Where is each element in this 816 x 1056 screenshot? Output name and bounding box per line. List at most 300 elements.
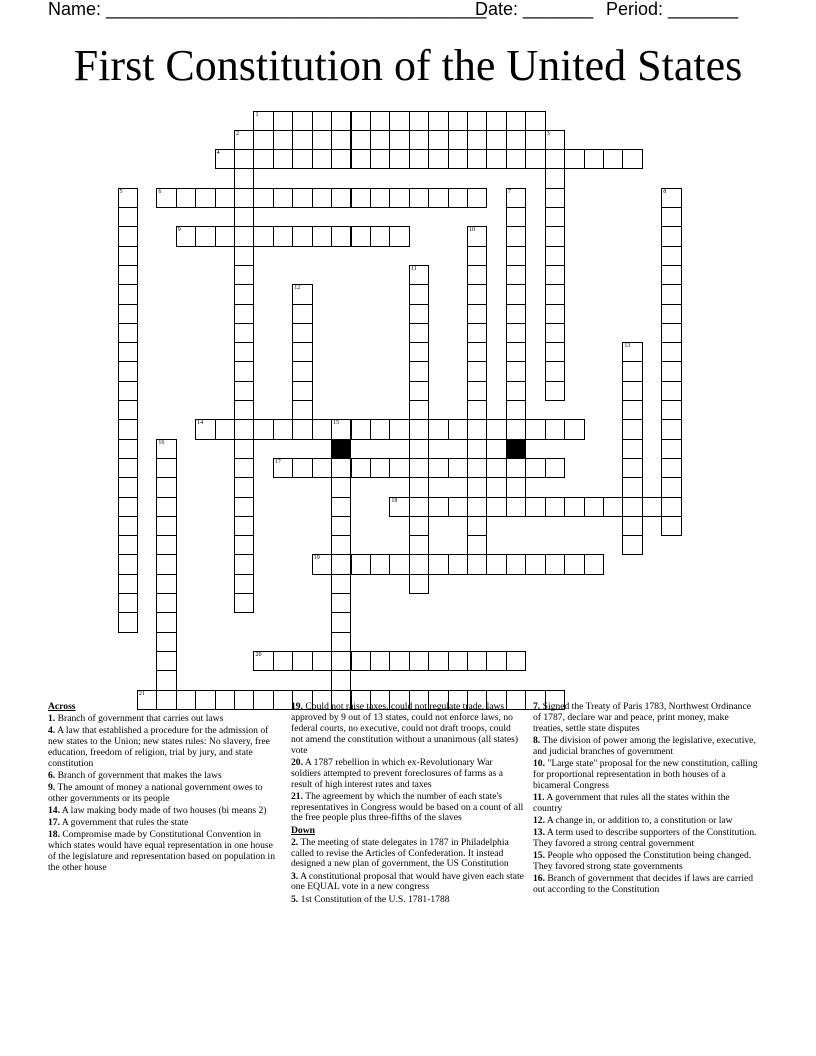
crossword-cell[interactable]	[234, 593, 254, 613]
crossword-cell[interactable]	[661, 207, 681, 227]
crossword-cell[interactable]	[312, 130, 332, 150]
crossword-cell[interactable]	[331, 149, 351, 169]
crossword-cell[interactable]	[622, 419, 642, 439]
crossword-cell[interactable]	[661, 497, 681, 517]
crossword-cell[interactable]	[506, 111, 526, 131]
crossword-cell[interactable]	[409, 516, 429, 536]
crossword-cell[interactable]	[389, 419, 409, 439]
crossword-cell[interactable]	[622, 400, 642, 420]
crossword-cell[interactable]	[331, 593, 351, 613]
crossword-cell[interactable]	[156, 497, 176, 517]
crossword-cell[interactable]	[351, 149, 371, 169]
crossword-cell[interactable]	[661, 361, 681, 381]
crossword-cell[interactable]	[428, 651, 448, 671]
crossword-cell[interactable]	[118, 516, 138, 536]
crossword-cell[interactable]	[292, 419, 312, 439]
crossword-cell[interactable]	[156, 612, 176, 632]
crossword-cell[interactable]	[331, 130, 351, 150]
crossword-cell[interactable]	[506, 477, 526, 497]
crossword-cell[interactable]	[448, 651, 468, 671]
crossword-cell[interactable]	[428, 458, 448, 478]
crossword-cell[interactable]	[273, 419, 293, 439]
crossword-cell[interactable]	[661, 477, 681, 497]
crossword-cell[interactable]	[331, 612, 351, 632]
crossword-cell[interactable]	[370, 226, 390, 246]
crossword-cell[interactable]	[525, 130, 545, 150]
crossword-cell[interactable]	[118, 612, 138, 632]
crossword-cell[interactable]	[312, 226, 332, 246]
crossword-cell[interactable]	[448, 554, 468, 574]
crossword-cell[interactable]	[467, 265, 487, 285]
crossword-cell[interactable]	[486, 149, 506, 169]
crossword-cell[interactable]	[118, 477, 138, 497]
crossword-cell[interactable]	[428, 554, 448, 574]
crossword-cell[interactable]	[545, 149, 565, 169]
crossword-cell[interactable]	[389, 651, 409, 671]
crossword-cell[interactable]	[545, 554, 565, 574]
crossword-cell[interactable]	[234, 265, 254, 285]
crossword-cell[interactable]	[273, 188, 293, 208]
crossword-cell[interactable]	[506, 207, 526, 227]
crossword-cell[interactable]	[486, 554, 506, 574]
crossword-cell[interactable]	[312, 651, 332, 671]
crossword-cell[interactable]	[622, 477, 642, 497]
crossword-cell[interactable]	[448, 111, 468, 131]
crossword-cell[interactable]	[506, 554, 526, 574]
crossword-cell[interactable]	[312, 188, 332, 208]
crossword-cell[interactable]	[331, 419, 351, 439]
crossword-cell[interactable]	[564, 419, 584, 439]
crossword-cell[interactable]	[292, 111, 312, 131]
crossword-cell[interactable]	[584, 149, 604, 169]
crossword-cell[interactable]	[661, 400, 681, 420]
crossword-cell[interactable]	[331, 516, 351, 536]
crossword-cell[interactable]	[234, 130, 254, 150]
crossword-cell[interactable]	[370, 149, 390, 169]
crossword-cell[interactable]	[486, 130, 506, 150]
crossword-cell[interactable]	[409, 497, 429, 517]
crossword-cell[interactable]	[351, 651, 371, 671]
crossword-cell[interactable]	[603, 149, 623, 169]
crossword-cell[interactable]	[506, 265, 526, 285]
crossword-cell[interactable]	[545, 265, 565, 285]
crossword-cell[interactable]	[118, 226, 138, 246]
crossword-cell[interactable]	[118, 207, 138, 227]
crossword-cell[interactable]	[389, 554, 409, 574]
crossword-cell[interactable]	[622, 149, 642, 169]
crossword-cell[interactable]	[448, 149, 468, 169]
crossword-cell[interactable]	[506, 304, 526, 324]
crossword-cell[interactable]	[176, 226, 196, 246]
crossword-cell[interactable]	[234, 207, 254, 227]
crossword-cell[interactable]	[370, 554, 390, 574]
crossword-cell[interactable]	[292, 381, 312, 401]
crossword-cell[interactable]	[661, 458, 681, 478]
crossword-cell[interactable]	[428, 497, 448, 517]
crossword-cell[interactable]	[409, 361, 429, 381]
crossword-cell[interactable]	[622, 342, 642, 362]
crossword-cell[interactable]	[467, 361, 487, 381]
crossword-cell[interactable]	[642, 497, 662, 517]
crossword-cell[interactable]	[661, 323, 681, 343]
crossword-cell[interactable]	[118, 284, 138, 304]
crossword-cell[interactable]	[409, 574, 429, 594]
crossword-cell[interactable]	[467, 323, 487, 343]
crossword-cell[interactable]	[195, 226, 215, 246]
crossword-cell[interactable]	[273, 651, 293, 671]
crossword-cell[interactable]	[545, 188, 565, 208]
crossword-cell[interactable]	[156, 458, 176, 478]
crossword-cell[interactable]	[273, 111, 293, 131]
crossword-cell[interactable]	[292, 651, 312, 671]
crossword-cell[interactable]	[506, 130, 526, 150]
crossword-cell[interactable]	[525, 458, 545, 478]
crossword-cell[interactable]	[234, 554, 254, 574]
crossword-cell[interactable]	[564, 554, 584, 574]
crossword-cell[interactable]	[234, 419, 254, 439]
crossword-cell[interactable]	[351, 554, 371, 574]
crossword-cell[interactable]	[370, 130, 390, 150]
crossword-cell[interactable]	[118, 323, 138, 343]
crossword-cell[interactable]	[409, 477, 429, 497]
crossword-cell[interactable]	[506, 284, 526, 304]
crossword-cell[interactable]	[622, 458, 642, 478]
crossword-cell[interactable]	[215, 149, 235, 169]
crossword-cell[interactable]	[506, 400, 526, 420]
crossword-cell[interactable]	[234, 477, 254, 497]
crossword-cell[interactable]	[292, 304, 312, 324]
crossword-cell[interactable]	[545, 323, 565, 343]
crossword-cell[interactable]	[409, 458, 429, 478]
crossword-cell[interactable]	[467, 535, 487, 555]
crossword-cell[interactable]	[506, 246, 526, 266]
crossword-cell[interactable]	[467, 304, 487, 324]
crossword-cell[interactable]	[486, 651, 506, 671]
crossword-cell[interactable]	[234, 226, 254, 246]
crossword-cell[interactable]	[622, 361, 642, 381]
crossword-cell[interactable]	[661, 284, 681, 304]
crossword-cell[interactable]	[215, 419, 235, 439]
crossword-cell[interactable]	[622, 535, 642, 555]
crossword-cell[interactable]	[486, 419, 506, 439]
crossword-cell[interactable]	[661, 342, 681, 362]
crossword-cell[interactable]	[622, 439, 642, 459]
crossword-cell[interactable]	[467, 439, 487, 459]
crossword-cell[interactable]	[234, 574, 254, 594]
crossword-cell[interactable]	[118, 304, 138, 324]
crossword-cell[interactable]	[545, 419, 565, 439]
crossword-cell[interactable]	[467, 130, 487, 150]
crossword-cell[interactable]	[506, 651, 526, 671]
crossword-cell[interactable]	[156, 554, 176, 574]
crossword-cell[interactable]	[525, 554, 545, 574]
crossword-cell[interactable]	[273, 130, 293, 150]
crossword-cell[interactable]	[448, 130, 468, 150]
crossword-cell[interactable]	[428, 188, 448, 208]
crossword-cell[interactable]	[545, 361, 565, 381]
crossword-cell[interactable]	[156, 516, 176, 536]
crossword-cell[interactable]	[467, 458, 487, 478]
crossword-cell[interactable]	[409, 130, 429, 150]
crossword-cell[interactable]	[661, 265, 681, 285]
crossword-cell[interactable]	[234, 400, 254, 420]
crossword-cell[interactable]	[467, 342, 487, 362]
crossword-cell[interactable]	[545, 168, 565, 188]
crossword-cell[interactable]	[661, 516, 681, 536]
crossword-cell[interactable]	[331, 670, 351, 690]
crossword-cell[interactable]	[370, 458, 390, 478]
crossword-cell[interactable]	[331, 458, 351, 478]
crossword-cell[interactable]	[292, 361, 312, 381]
crossword-cell[interactable]	[331, 497, 351, 517]
crossword-cell[interactable]	[409, 265, 429, 285]
crossword-cell[interactable]	[234, 497, 254, 517]
crossword-cell[interactable]	[118, 361, 138, 381]
crossword-cell[interactable]	[409, 535, 429, 555]
crossword-cell[interactable]	[234, 149, 254, 169]
crossword-cell[interactable]	[292, 342, 312, 362]
crossword-cell[interactable]	[234, 284, 254, 304]
crossword-cell[interactable]	[409, 323, 429, 343]
crossword-cell[interactable]	[234, 439, 254, 459]
crossword-cell[interactable]	[156, 188, 176, 208]
crossword-cell[interactable]	[156, 477, 176, 497]
crossword-cell[interactable]	[292, 149, 312, 169]
crossword-cell[interactable]	[584, 554, 604, 574]
crossword-cell[interactable]	[603, 497, 623, 517]
crossword-cell[interactable]	[545, 304, 565, 324]
crossword-cell[interactable]	[118, 458, 138, 478]
crossword-cell[interactable]	[156, 651, 176, 671]
crossword-cell[interactable]	[273, 149, 293, 169]
crossword-cell[interactable]	[389, 226, 409, 246]
crossword-cell[interactable]	[661, 304, 681, 324]
crossword-cell[interactable]	[370, 188, 390, 208]
crossword-cell[interactable]	[467, 419, 487, 439]
crossword-cell[interactable]	[292, 458, 312, 478]
crossword-cell[interactable]	[467, 477, 487, 497]
crossword-cell[interactable]	[545, 497, 565, 517]
crossword-cell[interactable]	[234, 458, 254, 478]
crossword-cell[interactable]	[118, 342, 138, 362]
crossword-cell[interactable]	[545, 246, 565, 266]
crossword-cell[interactable]	[292, 400, 312, 420]
crossword-cell[interactable]	[506, 497, 526, 517]
crossword-cell[interactable]	[525, 111, 545, 131]
crossword-cell[interactable]	[331, 651, 351, 671]
crossword-cell[interactable]	[506, 149, 526, 169]
crossword-cell[interactable]	[545, 284, 565, 304]
crossword-cell[interactable]	[370, 419, 390, 439]
crossword-cell[interactable]	[331, 111, 351, 131]
crossword-cell[interactable]	[622, 497, 642, 517]
crossword-cell[interactable]	[409, 400, 429, 420]
crossword-cell[interactable]	[467, 516, 487, 536]
crossword-cell[interactable]	[312, 458, 332, 478]
crossword-cell[interactable]	[467, 497, 487, 517]
crossword-cell[interactable]	[545, 342, 565, 362]
crossword-cell[interactable]	[661, 381, 681, 401]
crossword-cell[interactable]	[467, 149, 487, 169]
crossword-cell[interactable]	[312, 554, 332, 574]
crossword-cell[interactable]	[312, 149, 332, 169]
crossword-cell[interactable]	[409, 419, 429, 439]
crossword-cell[interactable]	[467, 554, 487, 574]
crossword-cell[interactable]	[195, 188, 215, 208]
crossword-cell[interactable]	[506, 361, 526, 381]
crossword-cell[interactable]	[156, 439, 176, 459]
crossword-cell[interactable]	[467, 284, 487, 304]
crossword-cell[interactable]	[409, 149, 429, 169]
crossword-cell[interactable]	[253, 188, 273, 208]
crossword-cell[interactable]	[351, 130, 371, 150]
crossword-cell[interactable]	[389, 458, 409, 478]
crossword-cell[interactable]	[234, 361, 254, 381]
crossword-cell[interactable]	[506, 381, 526, 401]
crossword-cell[interactable]	[448, 458, 468, 478]
crossword-cell[interactable]	[118, 381, 138, 401]
crossword-cell[interactable]	[351, 188, 371, 208]
crossword-cell[interactable]	[331, 477, 351, 497]
crossword-cell[interactable]	[389, 149, 409, 169]
crossword-cell[interactable]	[118, 188, 138, 208]
crossword-cell[interactable]	[370, 111, 390, 131]
crossword-cell[interactable]	[156, 632, 176, 652]
crossword-cell[interactable]	[292, 130, 312, 150]
crossword-cell[interactable]	[661, 188, 681, 208]
crossword-cell[interactable]	[506, 323, 526, 343]
crossword-cell[interactable]	[118, 497, 138, 517]
crossword-cell[interactable]	[622, 381, 642, 401]
crossword-cell[interactable]	[370, 651, 390, 671]
crossword-cell[interactable]	[292, 226, 312, 246]
crossword-cell[interactable]	[234, 342, 254, 362]
crossword-cell[interactable]	[331, 188, 351, 208]
crossword-cell[interactable]	[506, 188, 526, 208]
crossword-cell[interactable]	[253, 111, 273, 131]
crossword-cell[interactable]	[292, 188, 312, 208]
crossword-cell[interactable]	[331, 226, 351, 246]
crossword-cell[interactable]	[486, 111, 506, 131]
crossword-cell[interactable]	[661, 419, 681, 439]
crossword-cell[interactable]	[409, 651, 429, 671]
crossword-cell[interactable]	[545, 458, 565, 478]
crossword-cell[interactable]	[409, 439, 429, 459]
crossword-cell[interactable]	[428, 149, 448, 169]
crossword-cell[interactable]	[156, 574, 176, 594]
crossword-cell[interactable]	[545, 226, 565, 246]
crossword-cell[interactable]	[486, 458, 506, 478]
crossword-cell[interactable]	[506, 458, 526, 478]
crossword-cell[interactable]	[564, 497, 584, 517]
crossword-cell[interactable]	[389, 130, 409, 150]
crossword-cell[interactable]	[118, 400, 138, 420]
crossword-cell[interactable]	[156, 535, 176, 555]
crossword-cell[interactable]	[253, 149, 273, 169]
crossword-cell[interactable]	[525, 497, 545, 517]
crossword-cell[interactable]	[389, 188, 409, 208]
crossword-cell[interactable]	[195, 419, 215, 439]
crossword-cell[interactable]	[467, 400, 487, 420]
crossword-cell[interactable]	[351, 458, 371, 478]
crossword-cell[interactable]	[409, 304, 429, 324]
crossword-cell[interactable]	[506, 226, 526, 246]
crossword-cell[interactable]	[389, 111, 409, 131]
crossword-cell[interactable]	[118, 439, 138, 459]
crossword-cell[interactable]	[273, 226, 293, 246]
crossword-cell[interactable]	[118, 554, 138, 574]
crossword-cell[interactable]	[409, 188, 429, 208]
crossword-cell[interactable]	[234, 535, 254, 555]
crossword-cell[interactable]	[428, 130, 448, 150]
crossword-cell[interactable]	[118, 574, 138, 594]
crossword-cell[interactable]	[661, 246, 681, 266]
crossword-cell[interactable]	[215, 188, 235, 208]
crossword-cell[interactable]	[118, 535, 138, 555]
crossword-cell[interactable]	[506, 342, 526, 362]
crossword-cell[interactable]	[273, 458, 293, 478]
crossword-cell[interactable]	[118, 265, 138, 285]
crossword-cell[interactable]	[215, 226, 235, 246]
crossword-cell[interactable]	[409, 554, 429, 574]
crossword-cell[interactable]	[234, 304, 254, 324]
crossword-cell[interactable]	[253, 651, 273, 671]
crossword-cell[interactable]	[409, 381, 429, 401]
crossword-cell[interactable]	[467, 111, 487, 131]
crossword-cell[interactable]	[292, 284, 312, 304]
crossword-cell[interactable]	[118, 246, 138, 266]
crossword-cell[interactable]	[448, 188, 468, 208]
crossword-cell[interactable]	[331, 632, 351, 652]
crossword-cell[interactable]	[312, 419, 332, 439]
crossword-cell[interactable]	[118, 593, 138, 613]
crossword-cell[interactable]	[467, 226, 487, 246]
crossword-cell[interactable]	[253, 419, 273, 439]
crossword-cell[interactable]	[389, 497, 409, 517]
crossword-cell[interactable]	[525, 419, 545, 439]
crossword-cell[interactable]	[525, 149, 545, 169]
crossword-cell[interactable]	[351, 419, 371, 439]
crossword-cell[interactable]	[506, 419, 526, 439]
crossword-cell[interactable]	[661, 226, 681, 246]
crossword-cell[interactable]	[467, 188, 487, 208]
crossword-cell[interactable]	[331, 574, 351, 594]
crossword-cell[interactable]	[409, 342, 429, 362]
crossword-cell[interactable]	[564, 149, 584, 169]
crossword-cell[interactable]	[253, 226, 273, 246]
crossword-cell[interactable]	[351, 226, 371, 246]
crossword-cell[interactable]	[622, 516, 642, 536]
crossword-cell[interactable]	[351, 111, 371, 131]
crossword-cell[interactable]	[409, 284, 429, 304]
crossword-cell[interactable]	[234, 168, 254, 188]
crossword-cell[interactable]	[428, 111, 448, 131]
crossword-cell[interactable]	[234, 323, 254, 343]
crossword-cell[interactable]	[156, 670, 176, 690]
crossword-cell[interactable]	[156, 593, 176, 613]
crossword-cell[interactable]	[234, 188, 254, 208]
crossword-cell[interactable]	[467, 381, 487, 401]
crossword-cell[interactable]	[448, 419, 468, 439]
crossword-cell[interactable]	[234, 381, 254, 401]
crossword-cell[interactable]	[545, 207, 565, 227]
crossword-cell[interactable]	[428, 419, 448, 439]
crossword-cell[interactable]	[584, 497, 604, 517]
crossword-cell[interactable]	[118, 419, 138, 439]
crossword-cell[interactable]	[253, 130, 273, 150]
crossword-cell[interactable]	[661, 439, 681, 459]
crossword-cell[interactable]	[234, 516, 254, 536]
